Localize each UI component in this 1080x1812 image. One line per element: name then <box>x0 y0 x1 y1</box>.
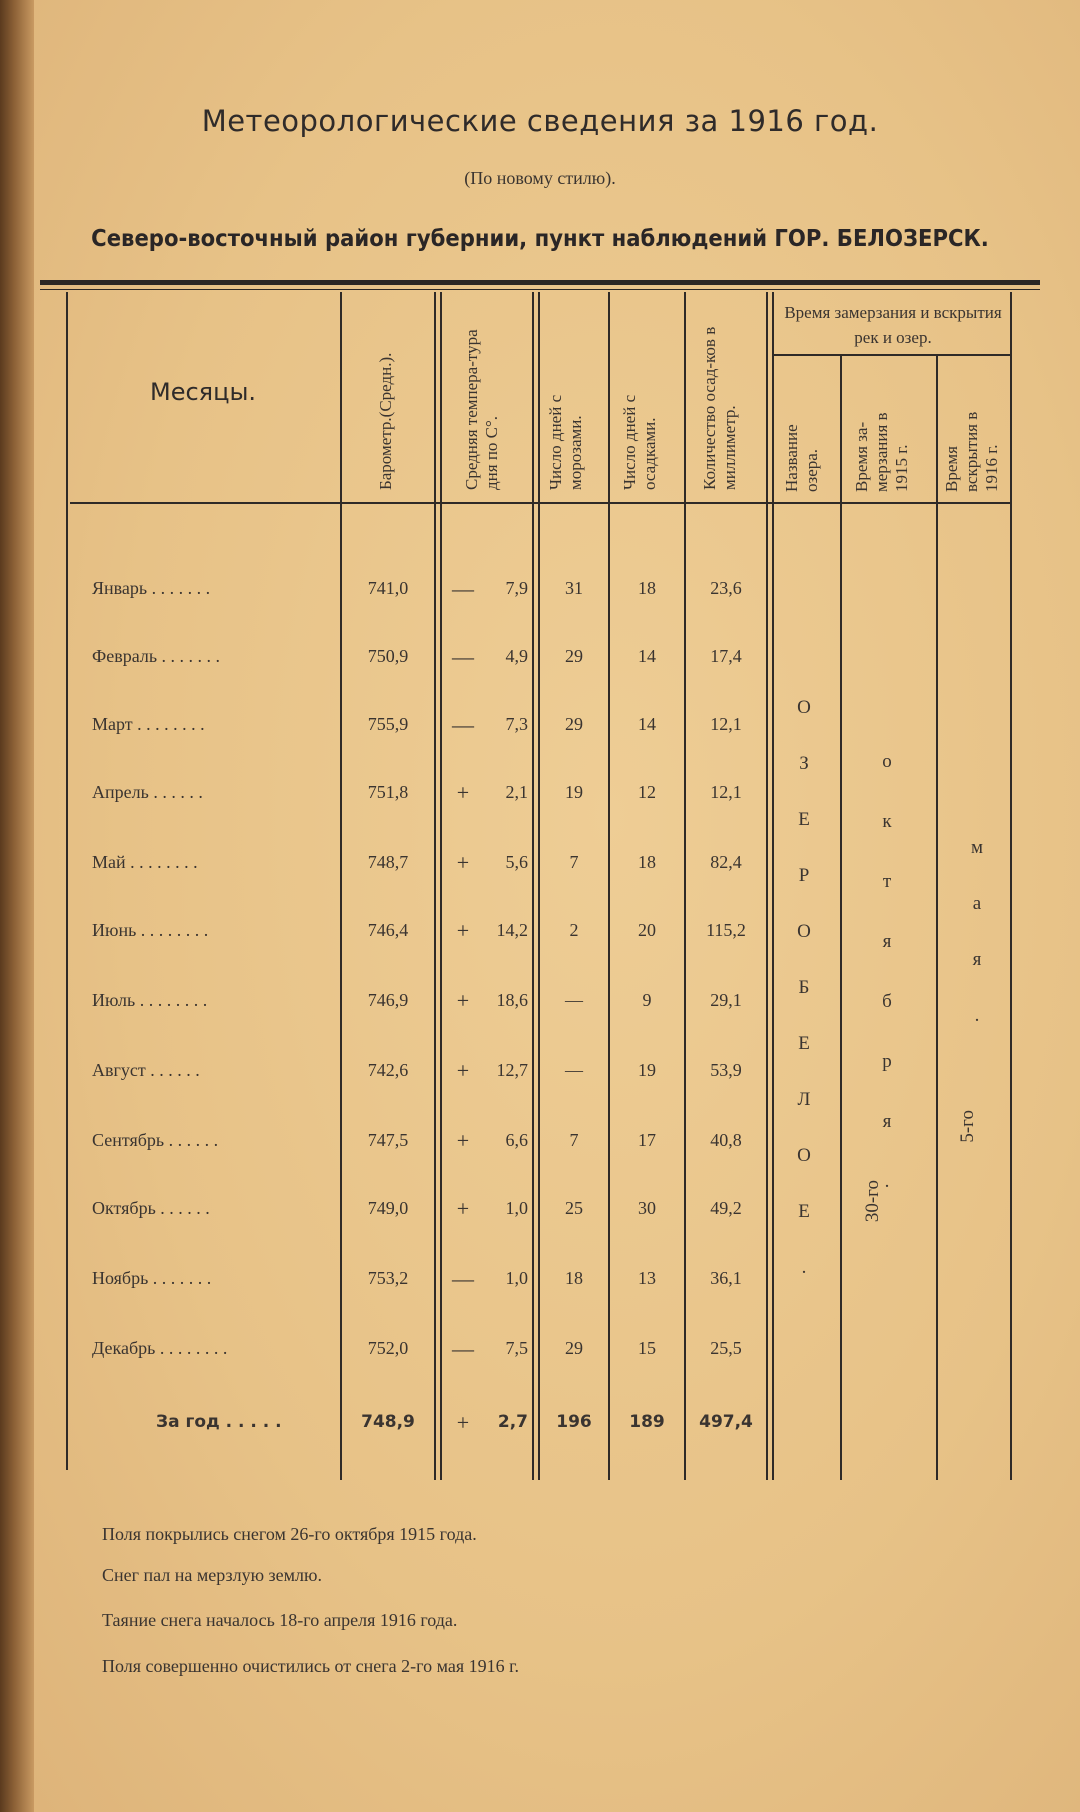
precip-days-header: Число дней с осадками. <box>620 394 659 490</box>
cell-pamt: 29,1 <box>710 990 742 1010</box>
lake-name-value: О З Е Р О Б Е Л О Е . <box>797 697 811 1278</box>
cell-baro: 755,9 <box>367 714 409 734</box>
temp-sign: + <box>456 780 470 805</box>
cell-frost: — <box>565 1060 583 1080</box>
cell-temp: 2,7 <box>497 1412 528 1432</box>
table-border-left <box>66 292 68 1470</box>
open-time-header: Время вскрытия в 1916 г. <box>942 411 1001 492</box>
month-name: Октябрь . . . . . . <box>92 1198 210 1218</box>
cell-frost: 18 <box>565 1268 583 1288</box>
col-divider <box>772 292 774 1480</box>
open-date-value: 5-го <box>957 1110 978 1143</box>
frost-days-header: Число дней с морозами. <box>546 394 585 490</box>
cell-frost: 31 <box>565 578 583 598</box>
col-divider <box>532 292 534 1480</box>
cell-pamt: 12,1 <box>710 714 742 734</box>
cell-frost: 2 <box>569 920 579 940</box>
month-name: Апрель . . . . . . <box>92 782 203 802</box>
cell-frost: 29 <box>565 714 583 734</box>
month-name: Декабрь . . . . . . . . <box>92 1338 228 1358</box>
cell-frost: — <box>565 990 583 1010</box>
temp-sign: — <box>452 712 474 737</box>
note-3: Таяние снега началось 18-го апреля 1916 года. <box>102 1610 458 1630</box>
cell-temp: 1,0 <box>505 1268 528 1288</box>
cell-pdays: 189 <box>629 1412 665 1432</box>
col-divider <box>840 356 842 1480</box>
col-divider <box>434 292 436 1480</box>
cell-baro: 746,4 <box>367 920 409 940</box>
col-divider <box>440 292 442 1480</box>
cell-frost: 25 <box>565 1198 583 1218</box>
month-name: Июль . . . . . . . . <box>92 990 208 1010</box>
cell-baro: 748,7 <box>367 852 409 872</box>
cell-pamt: 25,5 <box>710 1338 742 1358</box>
month-name: Август . . . . . . <box>92 1060 200 1080</box>
cell-temp: 4,9 <box>505 646 528 666</box>
cell-temp: 7,3 <box>505 714 528 734</box>
cell-pamt: 82,4 <box>710 852 742 872</box>
book-spine-shadow <box>0 0 34 1812</box>
temp-sign: + <box>456 918 470 943</box>
col-divider <box>340 292 342 1480</box>
temp-sign: + <box>456 1128 470 1153</box>
cell-pdays: 15 <box>638 1338 656 1358</box>
cell-pamt: 12,1 <box>710 782 742 802</box>
precip-amount-header: Количество осад-ков в миллиметр. <box>700 326 739 490</box>
cell-baro: 742,6 <box>367 1060 409 1080</box>
cell-pamt: 23,6 <box>710 578 742 598</box>
month-name: Январь . . . . . . . <box>92 578 211 598</box>
cell-temp: 5,6 <box>505 852 528 872</box>
cell-pamt: 49,2 <box>710 1198 742 1218</box>
temperature-header: Средняя темпера-тура дня по С°. <box>462 329 501 490</box>
cell-temp: 12,7 <box>496 1060 528 1080</box>
col-divider <box>936 356 938 1480</box>
cell-baro: 752,0 <box>367 1338 409 1358</box>
cell-temp: 14,2 <box>496 920 528 940</box>
cell-baro: 749,0 <box>367 1198 409 1218</box>
cell-baro: 741,0 <box>367 578 409 598</box>
col-divider <box>766 292 768 1480</box>
cell-pamt: 53,9 <box>710 1060 742 1080</box>
cell-baro: 748,9 <box>361 1412 415 1432</box>
cell-pdays: 18 <box>638 852 656 872</box>
note-2: Снег пал на мерзлую землю. <box>102 1565 322 1585</box>
month-name: Март . . . . . . . . <box>92 714 205 734</box>
col-divider <box>684 292 686 1480</box>
cell-temp: 6,6 <box>505 1130 528 1150</box>
page-subtitle: (По новому стилю). <box>464 168 616 188</box>
cell-pamt: 36,1 <box>710 1268 742 1288</box>
cell-pdays: 19 <box>638 1060 656 1080</box>
freeze-date-value: 30-го <box>862 1180 883 1223</box>
cell-temp: 1,0 <box>505 1198 528 1218</box>
total-row-label: За год . . . . . <box>156 1412 282 1432</box>
month-name: Сентябрь . . . . . . <box>92 1130 219 1150</box>
top-rule <box>40 280 1040 285</box>
month-name: Февраль . . . . . . . <box>92 646 221 666</box>
cell-pamt: 115,2 <box>706 920 746 940</box>
cell-pdays: 9 <box>642 990 652 1010</box>
barometer-header: Барометр.(Средн.). <box>376 352 395 490</box>
temp-sign: + <box>456 850 470 875</box>
cell-pdays: 14 <box>638 714 656 734</box>
cell-pdays: 17 <box>638 1130 656 1150</box>
header-rule <box>70 502 1010 504</box>
cell-frost: 196 <box>556 1412 592 1432</box>
region-heading: Северо-восточный район губернии, пункт наблюдений ГОР. БЕЛОЗЕРСК. <box>91 226 989 252</box>
cell-baro: 750,9 <box>367 646 409 666</box>
cell-pdays: 13 <box>638 1268 656 1288</box>
cell-pamt: 17,4 <box>710 646 742 666</box>
temp-sign: — <box>452 644 474 669</box>
cell-frost: 29 <box>565 1338 583 1358</box>
cell-temp: 7,9 <box>505 578 528 598</box>
month-name: Май . . . . . . . . <box>92 852 198 872</box>
note-4: Поля совершенно очистились от снега 2-го мая 1916 г. <box>102 1656 519 1676</box>
temp-sign: — <box>452 576 474 601</box>
cell-baro: 746,9 <box>367 990 409 1010</box>
cell-frost: 7 <box>569 852 579 872</box>
cell-pamt: 40,8 <box>710 1130 742 1150</box>
temp-sign: — <box>452 1266 474 1291</box>
cell-pdays: 14 <box>638 646 656 666</box>
table-border-right <box>1010 292 1012 1480</box>
cell-pdays: 20 <box>638 920 656 940</box>
month-name: Ноябрь . . . . . . . <box>92 1268 212 1288</box>
col-divider <box>538 292 540 1480</box>
cell-pdays: 18 <box>638 578 656 598</box>
temp-sign: + <box>456 1196 470 1221</box>
temp-sign: + <box>456 1058 470 1083</box>
cell-baro: 753,2 <box>367 1268 409 1288</box>
cell-frost: 29 <box>565 646 583 666</box>
cell-frost: 7 <box>569 1130 579 1150</box>
cell-baro: 747,5 <box>367 1130 409 1150</box>
page-title: Метеорологические сведения за 1916 год. <box>201 104 879 138</box>
months-header: Месяцы. <box>150 378 257 406</box>
cell-temp: 18,6 <box>496 990 528 1010</box>
lake-name-header: Название озера. <box>782 424 821 492</box>
temp-sign: — <box>452 1336 474 1361</box>
freeze-time-header: Время за-мерзания в 1915 г. <box>852 412 911 492</box>
top-rule-thin <box>40 289 1040 290</box>
temp-sign: + <box>456 988 470 1013</box>
cell-pamt: 497,4 <box>699 1412 753 1432</box>
open-month-value: м а я . <box>970 837 984 1026</box>
cell-temp: 2,1 <box>505 782 528 802</box>
cell-frost: 19 <box>565 782 583 802</box>
col-divider <box>608 292 610 1480</box>
month-name: Июнь . . . . . . . . <box>92 920 209 940</box>
temp-sign: + <box>456 1410 470 1435</box>
freeze-month-value: о к т я б р я . <box>882 751 892 1192</box>
note-1: Поля покрылись снегом 26-го октября 1915 года. <box>102 1524 477 1544</box>
lakes-group-header: Время замерзания и вскрытия рек и озер. <box>784 303 1002 347</box>
cell-pdays: 12 <box>638 782 656 802</box>
cell-pdays: 30 <box>638 1198 656 1218</box>
lake-header-rule <box>772 354 1010 356</box>
cell-temp: 7,5 <box>505 1338 528 1358</box>
cell-baro: 751,8 <box>367 782 409 802</box>
